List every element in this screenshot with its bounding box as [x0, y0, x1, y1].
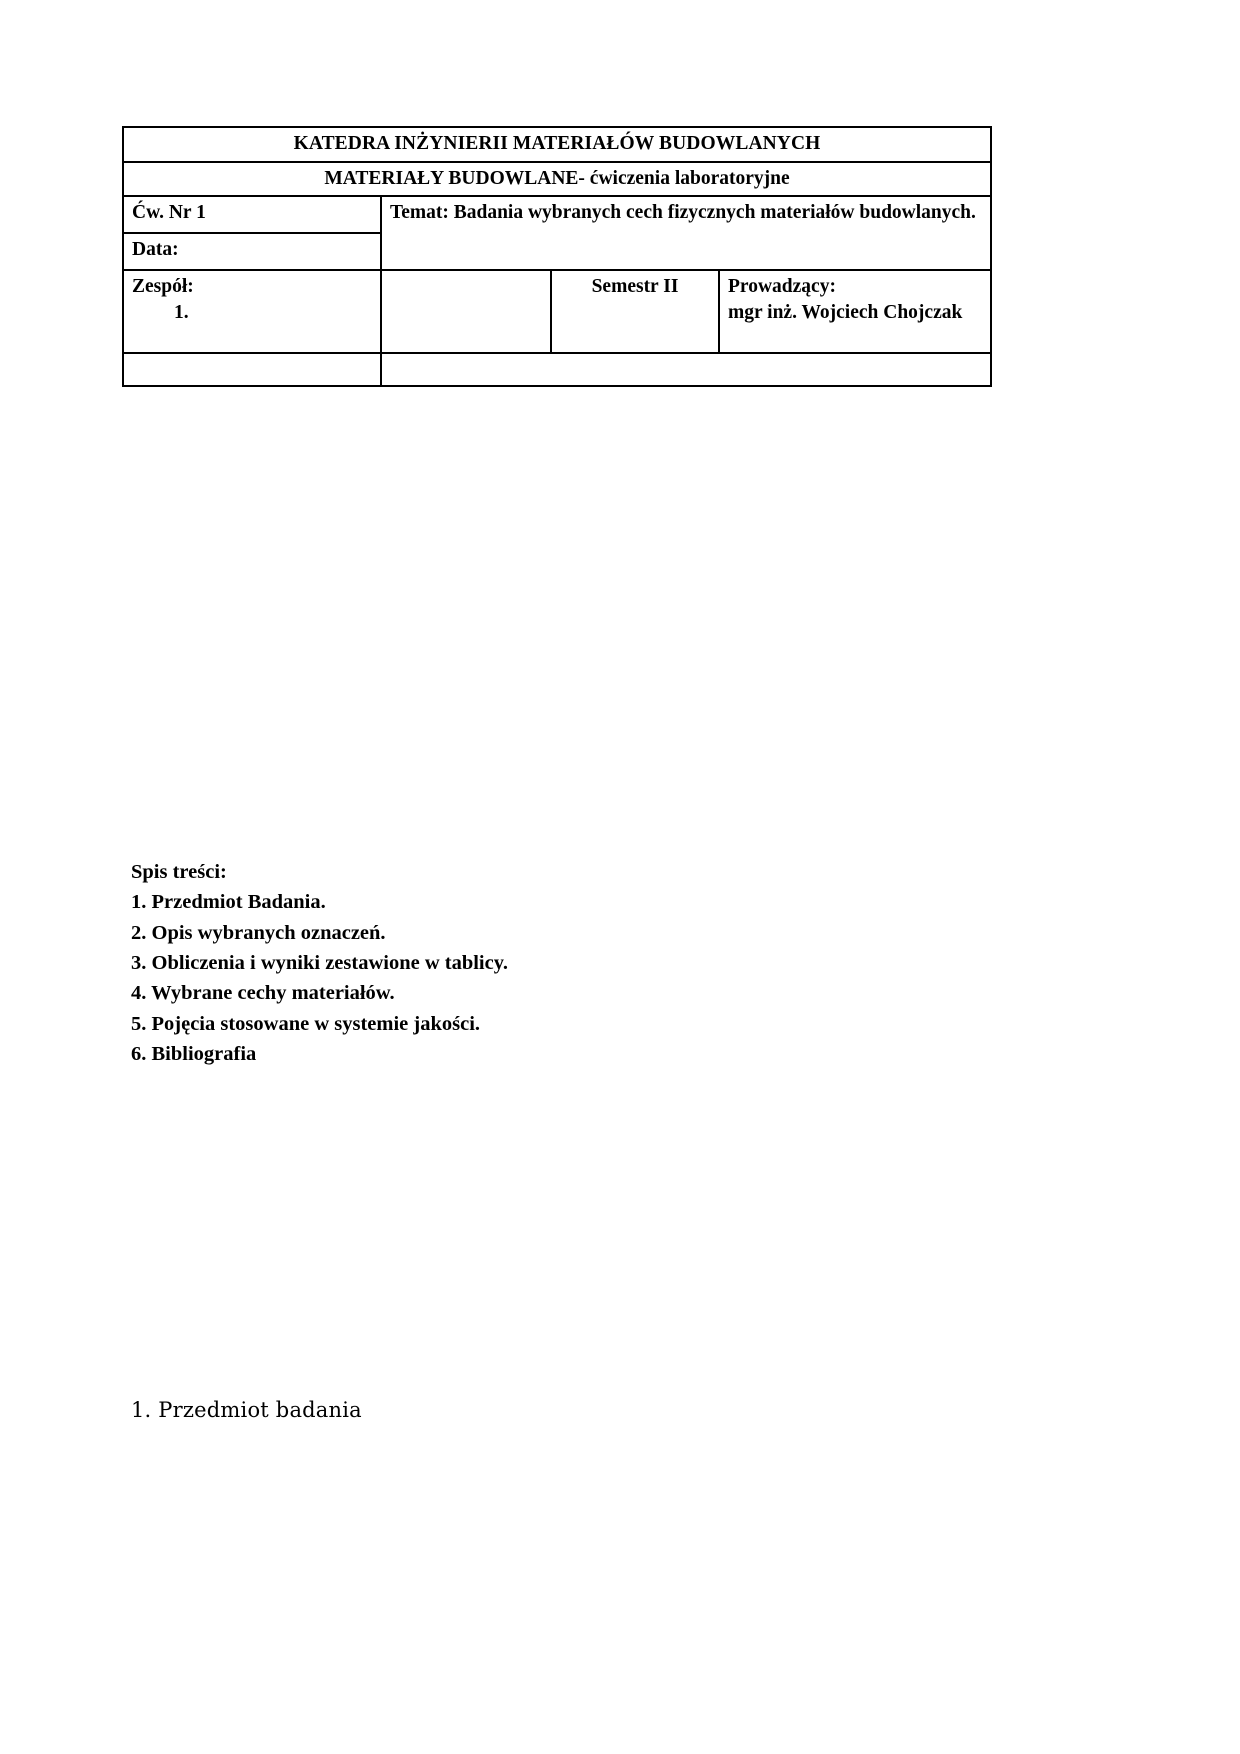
table-row	[123, 353, 991, 386]
report-header-table	[122, 126, 992, 387]
exercise-number-cell: Ćw. Nr 1	[123, 196, 381, 233]
department-title: KATEDRA INŻYNIERII MATERIAŁÓW BUDOWLANYCH	[123, 127, 991, 162]
toc-heading: Spis treści:	[131, 861, 227, 883]
topic-cell: Temat: Badania wybranych cech fizycznych materiałów budowlanych.	[381, 196, 991, 270]
table-of-contents	[131, 857, 831, 1069]
team-value: 1.	[174, 302, 189, 324]
toc-item-5: 5. Pojęcia stosowane w systemie jakości.	[131, 1012, 481, 1035]
instructor-cell	[719, 270, 991, 353]
empty-cell-bottom-left	[123, 353, 381, 386]
date-cell: Data:	[123, 233, 381, 270]
table-row	[123, 196, 991, 233]
semester-cell: Semestr II	[551, 270, 719, 353]
course-subtitle: MATERIAŁY BUDOWLANE- ćwiczenia laboratoryjne	[123, 162, 991, 197]
table-row	[123, 127, 991, 162]
table-row	[123, 162, 991, 197]
section-heading-przedmiot-badania: 1. Przedmiot badania	[131, 1398, 362, 1422]
toc-item-6: 6. Bibliografia	[131, 1042, 257, 1065]
table-row	[123, 270, 991, 353]
instructor-name: mgr inż. Wojciech Chojczak	[728, 302, 963, 324]
toc-item-4: 4. Wybrane cechy materiałów.	[131, 982, 395, 1005]
toc-item-3: 3. Obliczenia i wyniki zestawione w tablicy.	[131, 951, 508, 974]
empty-cell	[381, 270, 551, 353]
toc-item-1: 1. Przedmiot Badania.	[131, 891, 326, 914]
team-label: Zespół:	[132, 276, 194, 298]
toc-item-2: 2. Opis wybranych oznaczeń.	[131, 921, 386, 944]
team-cell	[123, 270, 381, 353]
instructor-label: Prowadzący:	[728, 276, 836, 298]
empty-cell-bottom-right	[381, 353, 991, 386]
